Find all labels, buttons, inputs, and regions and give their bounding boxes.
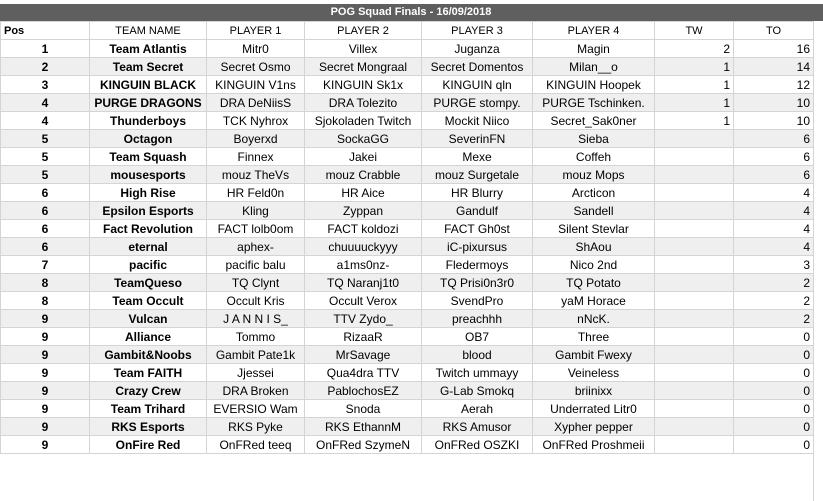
cell-team-name[interactable]: Octagon (90, 130, 207, 148)
cell-to[interactable]: 12 (734, 76, 814, 94)
cell-pos[interactable]: 7 (1, 256, 90, 274)
cell-player-3[interactable]: Gandulf (422, 202, 533, 220)
cell-player-3[interactable]: mouz Surgetale (422, 166, 533, 184)
cell-team-name[interactable]: Epsilon Esports (90, 202, 207, 220)
cell-player-3[interactable]: Twitch ummayy (422, 364, 533, 382)
table-row (1, 130, 814, 148)
cell-player-4[interactable]: Gambit Fwexy (533, 346, 655, 364)
cell-pos[interactable]: 6 (1, 238, 90, 256)
cell-tw[interactable]: 1 (655, 112, 734, 130)
cell-pos[interactable]: 1 (1, 40, 90, 58)
cell-player-4[interactable]: KINGUIN Hoopek (533, 76, 655, 94)
cell-player-1[interactable]: Jjessei (207, 364, 305, 382)
cell-to[interactable]: 10 (734, 112, 814, 130)
table-row (1, 418, 814, 436)
cell-team-name[interactable]: KINGUIN BLACK (90, 76, 207, 94)
cell-to[interactable]: 16 (734, 40, 814, 58)
cell-player-4[interactable]: Underrated Litr0 (533, 400, 655, 418)
cell-team-name[interactable]: mousesports (90, 166, 207, 184)
cell-to[interactable]: 0 (734, 382, 814, 400)
cell-to[interactable]: 10 (734, 94, 814, 112)
table-row (1, 202, 814, 220)
cell-player-4[interactable]: OnFRed Proshmeii (533, 436, 655, 454)
cell-pos[interactable]: 6 (1, 202, 90, 220)
cell-pos[interactable]: 5 (1, 148, 90, 166)
cell-player-1[interactable]: RKS Pyke (207, 418, 305, 436)
cell-tw[interactable]: 2 (655, 40, 734, 58)
cell-player-3[interactable]: Aerah (422, 400, 533, 418)
cell-to[interactable]: 2 (734, 274, 814, 292)
cell-to[interactable]: 6 (734, 130, 814, 148)
table-row (1, 436, 814, 454)
cell-player-3[interactable]: FACT Gh0st (422, 220, 533, 238)
cell-player-1[interactable]: OnFRed teeq (207, 436, 305, 454)
cell-player-4[interactable]: Secret_Sak0ner (533, 112, 655, 130)
cell-team-name[interactable]: Team Secret (90, 58, 207, 76)
cell-player-2[interactable]: RizaaR (305, 328, 422, 346)
table-row (1, 346, 814, 364)
cell-pos[interactable]: 6 (1, 220, 90, 238)
cell-tw[interactable] (655, 382, 734, 400)
cell-player-1[interactable]: Mitr0 (207, 40, 305, 58)
table-row (1, 256, 814, 274)
cell-tw[interactable] (655, 184, 734, 202)
cell-player-4[interactable]: Veineless (533, 364, 655, 382)
cell-tw[interactable]: 1 (655, 76, 734, 94)
cell-player-4[interactable]: Sandell (533, 202, 655, 220)
cell-to[interactable]: 0 (734, 400, 814, 418)
cell-tw[interactable] (655, 292, 734, 310)
cell-player-1[interactable]: pacific balu (207, 256, 305, 274)
cell-to[interactable]: 4 (734, 202, 814, 220)
cell-tw[interactable] (655, 400, 734, 418)
cell-player-3[interactable]: SvendPro (422, 292, 533, 310)
cell-to[interactable]: 2 (734, 292, 814, 310)
cell-player-2[interactable]: TQ Naranj1t0 (305, 274, 422, 292)
cell-team-name[interactable]: Team Atlantis (90, 40, 207, 58)
cell-player-2[interactable]: MrSavage (305, 346, 422, 364)
cell-team-name[interactable]: High Rise (90, 184, 207, 202)
cell-player-2[interactable]: a1ms0nz- (305, 256, 422, 274)
cell-tw[interactable] (655, 220, 734, 238)
cell-player-4[interactable]: Xypher pepper (533, 418, 655, 436)
cell-player-4[interactable]: Milan__o (533, 58, 655, 76)
table-row (1, 166, 814, 184)
cell-tw[interactable] (655, 274, 734, 292)
cell-player-3[interactable]: Mockit Niico (422, 112, 533, 130)
cell-tw[interactable] (655, 238, 734, 256)
cell-pos[interactable]: 4 (1, 94, 90, 112)
cell-player-1[interactable]: Secret Osmo (207, 58, 305, 76)
cell-player-1[interactable]: TCK Nyhrox (207, 112, 305, 130)
cell-to[interactable]: 4 (734, 220, 814, 238)
cell-player-3[interactable]: SeverinFN (422, 130, 533, 148)
cell-team-name[interactable]: Vulcan (90, 310, 207, 328)
cell-team-name[interactable]: Team Occult (90, 292, 207, 310)
standings-table (0, 21, 814, 454)
cell-player-2[interactable]: Zyppan (305, 202, 422, 220)
table-row (1, 364, 814, 382)
cell-player-2[interactable]: Qua4dra TTV (305, 364, 422, 382)
cell-tw[interactable] (655, 130, 734, 148)
cell-player-3[interactable]: TQ Prisi0n3r0 (422, 274, 533, 292)
cell-pos[interactable]: 9 (1, 310, 90, 328)
cell-pos[interactable]: 5 (1, 166, 90, 184)
cell-team-name[interactable]: pacific (90, 256, 207, 274)
cell-player-4[interactable]: yaM Horace (533, 292, 655, 310)
cell-player-4[interactable]: ShAou (533, 238, 655, 256)
cell-player-4[interactable]: Magin (533, 40, 655, 58)
cell-tw[interactable] (655, 148, 734, 166)
cell-player-3[interactable]: RKS Amusor (422, 418, 533, 436)
cell-to[interactable]: 14 (734, 58, 814, 76)
cell-player-3[interactable]: blood (422, 346, 533, 364)
table-row (1, 274, 814, 292)
cell-player-2[interactable]: Jakei (305, 148, 422, 166)
cell-player-2[interactable]: HR Aice (305, 184, 422, 202)
cell-player-3[interactable]: preachhh (422, 310, 533, 328)
cell-player-4[interactable]: Arcticon (533, 184, 655, 202)
header-to[interactable]: TO (734, 22, 814, 40)
cell-tw[interactable] (655, 418, 734, 436)
cell-player-2[interactable]: SockaGG (305, 130, 422, 148)
cell-tw[interactable] (655, 328, 734, 346)
cell-player-2[interactable]: mouz Crabble (305, 166, 422, 184)
cell-team-name[interactable]: Crazy Crew (90, 382, 207, 400)
cell-player-2[interactable]: KINGUIN Sk1x (305, 76, 422, 94)
header-player-4[interactable]: PLAYER 4 (533, 22, 655, 40)
cell-player-1[interactable]: FACT lolb0om (207, 220, 305, 238)
cell-team-name[interactable]: eternal (90, 238, 207, 256)
cell-to[interactable]: 4 (734, 184, 814, 202)
cell-player-3[interactable]: Mexe (422, 148, 533, 166)
cell-player-4[interactable]: Nico 2nd (533, 256, 655, 274)
cell-to[interactable]: 0 (734, 418, 814, 436)
cell-pos[interactable]: 9 (1, 436, 90, 454)
cell-tw[interactable] (655, 346, 734, 364)
cell-player-4[interactable]: mouz Mops (533, 166, 655, 184)
table-row (1, 292, 814, 310)
cell-player-1[interactable]: KINGUIN V1ns (207, 76, 305, 94)
cell-player-1[interactable]: Boyerxd (207, 130, 305, 148)
sheet-edge (813, 21, 823, 501)
cell-player-3[interactable]: Fledermoys (422, 256, 533, 274)
cell-to[interactable]: 2 (734, 310, 814, 328)
cell-team-name[interactable]: TeamQueso (90, 274, 207, 292)
cell-tw[interactable]: 1 (655, 58, 734, 76)
cell-tw[interactable] (655, 202, 734, 220)
cell-pos[interactable]: 9 (1, 328, 90, 346)
cell-player-2[interactable]: TTV Zydo_ (305, 310, 422, 328)
cell-player-3[interactable]: Juganza (422, 40, 533, 58)
cell-to[interactable]: 0 (734, 364, 814, 382)
cell-pos[interactable]: 9 (1, 418, 90, 436)
table-row (1, 400, 814, 418)
cell-pos[interactable]: 2 (1, 58, 90, 76)
cell-pos[interactable]: 5 (1, 130, 90, 148)
cell-team-name[interactable]: Team Squash (90, 148, 207, 166)
cell-player-1[interactable]: J A N N I S_ (207, 310, 305, 328)
table-row (1, 94, 814, 112)
table-row (1, 328, 814, 346)
cell-player-1[interactable]: Occult Kris (207, 292, 305, 310)
cell-to[interactable]: 0 (734, 346, 814, 364)
cell-player-3[interactable]: KINGUIN qln (422, 76, 533, 94)
cell-player-1[interactable]: TQ Clynt (207, 274, 305, 292)
cell-tw[interactable] (655, 256, 734, 274)
header-pos[interactable]: Pos (1, 22, 90, 40)
cell-player-2[interactable]: PablochosEZ (305, 382, 422, 400)
cell-pos[interactable]: 9 (1, 382, 90, 400)
cell-player-1[interactable]: Kling (207, 202, 305, 220)
table-row (1, 310, 814, 328)
cell-to[interactable]: 6 (734, 148, 814, 166)
cell-player-2[interactable]: Secret Mongraal (305, 58, 422, 76)
cell-tw[interactable]: 1 (655, 94, 734, 112)
cell-tw[interactable] (655, 310, 734, 328)
cell-player-3[interactable]: Secret Domentos (422, 58, 533, 76)
table-row (1, 58, 814, 76)
cell-player-2[interactable]: Villex (305, 40, 422, 58)
cell-player-4[interactable]: Coffeh (533, 148, 655, 166)
cell-team-name[interactable]: Gambit&Noobs (90, 346, 207, 364)
cell-to[interactable]: 6 (734, 166, 814, 184)
cell-player-4[interactable]: TQ Potato (533, 274, 655, 292)
cell-pos[interactable]: 4 (1, 112, 90, 130)
cell-pos[interactable]: 3 (1, 76, 90, 94)
title-row (0, 4, 823, 21)
cell-player-1[interactable]: Tommo (207, 328, 305, 346)
cell-player-2[interactable]: FACT koldozi (305, 220, 422, 238)
cell-tw[interactable] (655, 166, 734, 184)
cell-player-1[interactable]: Finnex (207, 148, 305, 166)
cell-player-3[interactable]: G-Lab Smokq (422, 382, 533, 400)
cell-team-name[interactable]: Fact Revolution (90, 220, 207, 238)
header-row (1, 22, 814, 40)
cell-player-2[interactable]: OnFRed SzymeN (305, 436, 422, 454)
table-row (1, 112, 814, 130)
cell-to[interactable]: 0 (734, 328, 814, 346)
cell-pos[interactable]: 9 (1, 364, 90, 382)
table-row (1, 40, 814, 58)
cell-to[interactable]: 0 (734, 436, 814, 454)
cell-pos[interactable]: 6 (1, 184, 90, 202)
cell-player-1[interactable]: DRA DeNiisS (207, 94, 305, 112)
cell-player-4[interactable]: nNcK. (533, 310, 655, 328)
table-row (1, 382, 814, 400)
cell-player-3[interactable]: OB7 (422, 328, 533, 346)
cell-team-name[interactable]: PURGE DRAGONS (90, 94, 207, 112)
table-row (1, 238, 814, 256)
table-row (1, 220, 814, 238)
cell-player-2[interactable]: DRA Tolezito (305, 94, 422, 112)
cell-player-1[interactable]: EVERSIO Wam (207, 400, 305, 418)
cell-player-2[interactable]: Sjokoladen Twitch (305, 112, 422, 130)
header-player-2[interactable]: PLAYER 2 (305, 22, 422, 40)
header-team-name[interactable]: TEAM NAME (90, 22, 207, 40)
header-tw[interactable]: TW (655, 22, 734, 40)
cell-player-2[interactable]: RKS EthannM (305, 418, 422, 436)
cell-team-name[interactable]: Team FAITH (90, 364, 207, 382)
cell-player-1[interactable]: mouz TheVs (207, 166, 305, 184)
cell-tw[interactable] (655, 436, 734, 454)
cell-player-4[interactable]: Silent Stevlar (533, 220, 655, 238)
cell-team-name[interactable]: Alliance (90, 328, 207, 346)
cell-player-4[interactable]: briinixx (533, 382, 655, 400)
cell-pos[interactable]: 8 (1, 274, 90, 292)
cell-player-3[interactable]: OnFRed OSZKI (422, 436, 533, 454)
cell-player-3[interactable]: HR Blurry (422, 184, 533, 202)
cell-player-2[interactable]: Occult Verox (305, 292, 422, 310)
cell-player-1[interactable]: Gambit Pate1k (207, 346, 305, 364)
cell-pos[interactable]: 8 (1, 292, 90, 310)
cell-player-2[interactable]: Snoda (305, 400, 422, 418)
header-player-3[interactable]: PLAYER 3 (422, 22, 533, 40)
cell-team-name[interactable]: Team Trihard (90, 400, 207, 418)
cell-player-3[interactable]: PURGE stompy. (422, 94, 533, 112)
cell-player-2[interactable]: chuuuuckyyy (305, 238, 422, 256)
table-row (1, 76, 814, 94)
header-player-1[interactable]: PLAYER 1 (207, 22, 305, 40)
cell-player-4[interactable]: Three (533, 328, 655, 346)
cell-player-1[interactable]: DRA Broken (207, 382, 305, 400)
cell-player-4[interactable]: Sieba (533, 130, 655, 148)
cell-team-name[interactable]: Thunderboys (90, 112, 207, 130)
cell-player-3[interactable]: iC-pixursus (422, 238, 533, 256)
cell-team-name[interactable]: OnFire Red (90, 436, 207, 454)
cell-player-4[interactable]: PURGE Tschinken. (533, 94, 655, 112)
table-row (1, 184, 814, 202)
cell-to[interactable]: 3 (734, 256, 814, 274)
table-row (1, 148, 814, 166)
cell-to[interactable]: 4 (734, 238, 814, 256)
cell-team-name[interactable]: RKS Esports (90, 418, 207, 436)
cell-pos[interactable]: 9 (1, 400, 90, 418)
sheet-title[interactable]: POG Squad Finals - 16/09/2018 (330, 6, 492, 18)
cell-player-1[interactable]: aphex- (207, 238, 305, 256)
cell-player-1[interactable]: HR Feld0n (207, 184, 305, 202)
cell-tw[interactable] (655, 364, 734, 382)
cell-pos[interactable]: 9 (1, 346, 90, 364)
